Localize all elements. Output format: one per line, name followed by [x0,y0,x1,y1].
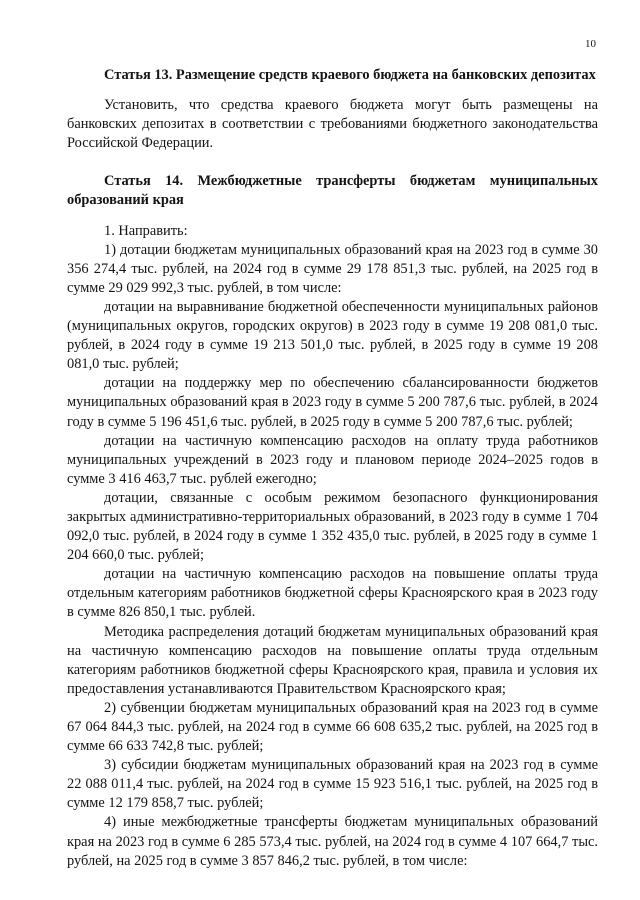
article-13-heading: Статья 13. Размещение средств краевого бюджета на банковских депозитах [104,67,596,83]
article-14-paragraph: Методика распределения дотаций бюджетам муниципальных образований края на частичную компенсацию расходов на повышение оплаты труда отдельным категориям работников бюджетной сферы Красноярского края, правила и условия их предоставления устанавливаются Правительством Красноярского края; [67,623,598,697]
article-14-paragraph: 4) иные межбюджетные трансферты бюджетам муниципальных образований края на 2023 год в сумме 6 285 573,4 тыс. рублей, на 2024 год в сумме 4 107 664,7 тыс. рублей, на 2025 год в сумме 3 857 846,2 тыс. рублей, в том числе: [67,814,598,869]
article-13-text: Установить, что средства краевого бюджета могут быть размещены на банковских депозитах в соответствии с требованиями бюджетного законодательства Российской Федерации. [67,97,598,152]
article-14-paragraph: 1. Направить: [104,222,188,239]
article-14-paragraph: 2) субвенции бюджетам муниципальных образований края на 2023 год в сумме 67 064 844,3 тыс. рублей, на 2024 год в сумме 66 608 635,2 тыс. рублей, на 2025 год в сумме 66 633 742,8 тыс. рублей; [67,699,598,755]
article-14-paragraph: 1) дотации бюджетам муниципальных образований края на 2023 год в сумме 30 356 274,4 тыс. рублей, на 2024 год в сумме 29 178 851,3 тыс. рублей, на 2025 год в сумме 29 029 992,3 тыс. рублей, в том числе: [67,241,598,296]
article-14-paragraph: дотации на частичную компенсацию расходов на оплату труда работников муниципальных учреждений в 2023 году и плановом периоде 2024–2025 годов в сумме 3 416 463,7 тыс. рублей ежегодно; [67,432,598,487]
document-body [67,66,598,871]
article-14-heading: Статья 14. Межбюджетные трансферты бюджетам муниципальных образований края [67,173,598,209]
article-14-paragraph: дотации на частичную компенсацию расходов на повышение оплаты труда отдельным категориям работников бюджетной сферы Красноярского края в 2023 году в сумме 826 850,1 тыс. рублей. [67,566,598,621]
article-14-paragraph: дотации, связанные с особым режимом безопасного функционирования закрытых административно-территориальных образований, в 2023 году в сумме 1 704 092,0 тыс. рублей, в 2024 году в сумме 1 352 435,0 тыс. рублей, в 2025 году в сумме 1 204 660,0 тыс. рублей; [67,489,598,564]
article-14-paragraph: дотации на поддержку мер по обеспечению сбалансированности бюджетов муниципальных образований края в 2023 году в сумме 5 200 787,6 тыс. рублей, в 2024 году в сумме 5 196 451,6 тыс. рублей, в 2025 году в сумме 5 200 787,6 тыс. рублей; [67,375,598,430]
article-14-paragraph: дотации на выравнивание бюджетной обеспеченности муниципальных районов (муниципальных округов, городских округов) в 2023 году в сумме 19 208 081,0 тыс. рублей, в 2024 году в сумме 19 213 501,0 тыс. рублей, в 2025 году в сумме 19 208 081,0 тыс. рублей; [67,298,598,373]
article-14-paragraph: 3) субсидии бюджетам муниципальных образований края на 2023 год в сумме 22 088 011,4 тыс. рублей, на 2024 год в сумме 15 923 516,1 тыс. рублей, на 2025 год в сумме 12 179 858,7 тыс. рублей; [67,757,598,812]
page-number: 10 [585,38,596,50]
